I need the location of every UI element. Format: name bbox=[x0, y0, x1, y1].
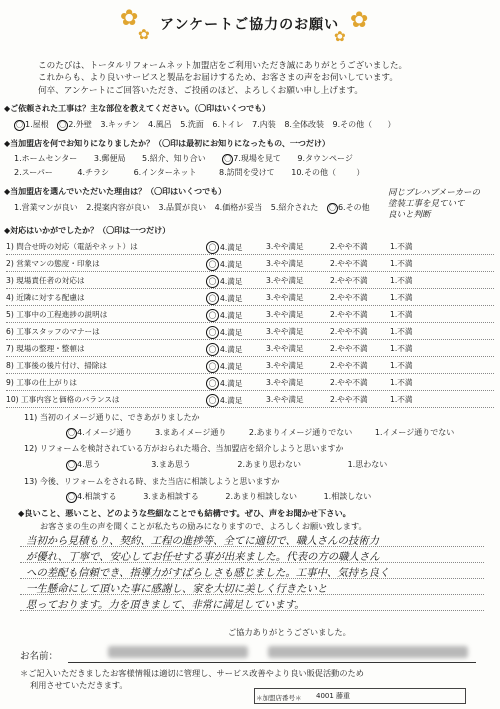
comments-textarea[interactable] bbox=[20, 532, 484, 622]
intro-text: このたびは、トータルリフォームネット加盟店をご利用いただき誠にありがとうございました。 これからも、より良いサービスと製品をお届けするため、お客さまの声をお伺いしています。 何卒、アンケートにご回答いただき、ご投函のほど、よろしくお願い申し上げます。 bbox=[38, 61, 408, 96]
thanks-text: ご協力ありがとうございました。 bbox=[228, 627, 351, 637]
q12-option[interactable]: 〇 4.思う bbox=[68, 460, 101, 469]
store-code-label: ＊加盟店番号＊ bbox=[256, 694, 302, 702]
satisfaction-row bbox=[6, 340, 494, 357]
satisfaction-choice[interactable]: 〇 4.満足 bbox=[206, 360, 242, 373]
satisfaction-choice[interactable]: 2.やや不満 bbox=[330, 344, 368, 353]
satisfaction-choice[interactable]: 2.やや不満 bbox=[330, 361, 368, 370]
selected-mark-icon: 〇 bbox=[206, 394, 219, 407]
privacy-note: ＊ご記入いただきましたお客様情報は適切に管理し、サービス改善やより良い販促活動のため bbox=[20, 668, 364, 678]
selected-mark-icon: 〇 bbox=[206, 275, 219, 288]
q11-option[interactable]: 2.あまりイメージ通りでない bbox=[248, 428, 353, 437]
satisfaction-choice[interactable]: 2.やや不満 bbox=[330, 259, 368, 268]
satisfaction-row bbox=[6, 272, 494, 289]
satisfaction-choice[interactable]: 3.やや満足 bbox=[266, 395, 304, 404]
selected-mark-icon: 〇 bbox=[206, 360, 219, 373]
q2-option[interactable]: 2.スーパー bbox=[14, 168, 53, 177]
q13-options bbox=[66, 491, 377, 503]
satisfaction-row bbox=[6, 357, 494, 374]
q2-heading: ◆当加盟店を何でお知りになりましたか？（〇印は最初にお知りになったもの、一つだけ） bbox=[4, 139, 330, 148]
satisfaction-choice[interactable]: 3.やや満足 bbox=[266, 361, 304, 370]
satisfaction-choice[interactable]: 〇 4.満足 bbox=[206, 292, 242, 305]
clover-icon: ✿ bbox=[334, 29, 346, 45]
satisfaction-row bbox=[6, 306, 494, 323]
satisfaction-choice[interactable]: 3.やや満足 bbox=[266, 344, 304, 353]
q2-option[interactable]: 9.タウンページ bbox=[297, 154, 353, 163]
q3-heading: ◆当加盟店を選んでいただいた理由は？（〇印はいくつでも） bbox=[4, 187, 227, 196]
q1-option-full[interactable]: 8.全体改装 bbox=[284, 120, 324, 129]
q2-options-row1 bbox=[14, 153, 359, 165]
q13-option[interactable]: 〇 4.相談する bbox=[68, 492, 117, 501]
satisfaction-row-label: 6) 工事スタッフのマナーは bbox=[6, 327, 100, 336]
q1-option-kitchen[interactable]: 3.キッチン bbox=[100, 120, 140, 129]
q12-option[interactable]: 2.あまり思わない bbox=[237, 460, 302, 469]
selected-mark-icon: 〇 bbox=[206, 241, 219, 254]
satisfaction-choice[interactable]: 1.不満 bbox=[390, 378, 413, 387]
q12-options bbox=[66, 459, 393, 471]
name-label: お名前： bbox=[20, 651, 59, 662]
q1-option-other[interactable]: 9.その他（ ） bbox=[332, 120, 396, 129]
satisfaction-row bbox=[6, 289, 494, 306]
q1-option-washroom[interactable]: 5.洗面 bbox=[180, 120, 204, 129]
satisfaction-choice[interactable]: 2.やや不満 bbox=[330, 395, 368, 404]
q1-heading: ◆ご依頼された工事は？主な部位を教えてください。（〇印はいくつでも） bbox=[4, 104, 271, 113]
satisfaction-choice[interactable]: 〇 4.満足 bbox=[206, 258, 242, 271]
q1-options bbox=[14, 119, 401, 131]
satisfaction-row-label: 3) 現場責任者の対応は bbox=[6, 276, 85, 285]
q13-option[interactable]: 1.相談しない bbox=[323, 492, 372, 501]
q2-options-row2 bbox=[14, 167, 370, 178]
q2-option[interactable]: 1.ホームセンター bbox=[14, 154, 78, 163]
satisfaction-choice[interactable]: 1.不満 bbox=[390, 344, 413, 353]
satisfaction-choice[interactable]: 3.やや満足 bbox=[266, 310, 304, 319]
q13-option[interactable]: 3.まあ相談する bbox=[143, 492, 199, 501]
selected-mark-icon: 〇 bbox=[206, 292, 219, 305]
satisfaction-choice[interactable]: 〇 4.満足 bbox=[206, 275, 242, 288]
satisfaction-choice[interactable]: 〇 4.満足 bbox=[206, 343, 242, 356]
clover-icon: ✿ bbox=[120, 6, 139, 31]
q13-heading: 13) 今後、リフォームをされる時、また当店に相談しようと思いますか bbox=[24, 477, 280, 486]
satisfaction-choice[interactable]: 3.やや満足 bbox=[266, 293, 304, 302]
q12-option[interactable]: 1.思わない bbox=[347, 460, 388, 469]
q3-option[interactable]: 3.品質が良い bbox=[158, 203, 207, 212]
q13-option[interactable]: 2.あまり相談しない bbox=[225, 492, 298, 501]
satisfaction-row-label: 7) 現場の整理・整頓は bbox=[6, 344, 85, 353]
q2-option[interactable]: 〇 7.現場を見て bbox=[224, 154, 281, 163]
comments-heading: ◆良いこと、悪いこと、どのような些細なことでも結構です。ぜひ、声をお聞かせ下さい。 bbox=[18, 508, 351, 518]
page-title: アンケートご協力のお願い bbox=[160, 17, 340, 33]
satisfaction-row bbox=[6, 238, 494, 255]
satisfaction-row-label: 10) 工事内容と価格のバランスは bbox=[6, 395, 120, 404]
q3-options bbox=[14, 202, 376, 214]
satisfaction-choice[interactable]: 1.不満 bbox=[390, 361, 413, 370]
satisfaction-choice[interactable]: 1.不満 bbox=[390, 242, 413, 251]
q2-option[interactable]: 6.インターネット bbox=[133, 168, 197, 177]
satisfaction-choice[interactable]: 3.やや満足 bbox=[266, 259, 304, 268]
satisfaction-choice[interactable]: 2.やや不満 bbox=[330, 310, 368, 319]
q1-option-toilet[interactable]: 6.トイレ bbox=[212, 120, 244, 129]
satisfaction-choice[interactable]: 〇 4.満足 bbox=[206, 394, 242, 407]
satisfaction-choice[interactable]: 〇 4.満足 bbox=[206, 241, 242, 254]
q1-option-bath[interactable]: 4.風呂 bbox=[148, 120, 172, 129]
comments-handwritten: 当初から見積もり、契約、工程の進捗等、全てに適切で、職人さんの技術力 が優れ、丁寧で、安心してお任せする事が出来ました。代表の方の職人さん への差配も信頼でき、指導力がすばらしさも感じました。工事中、気持ち良く 一生懸命にして頂いた事に感謝し、家を大切に美しく行きたいと 思っております。力を頂きまして、非常に満足しています。 bbox=[26, 535, 390, 611]
satisfaction-row bbox=[6, 255, 494, 272]
q3-option[interactable]: 2.提案内容が良い bbox=[86, 203, 150, 212]
header bbox=[0, 0, 500, 56]
satisfaction-choice[interactable]: 3.やや満足 bbox=[266, 378, 304, 387]
q3-option[interactable]: 5.紹介された bbox=[270, 203, 319, 212]
selected-mark-icon: 〇 bbox=[206, 343, 219, 356]
row-divider bbox=[6, 407, 494, 408]
satisfaction-choice[interactable]: 〇 4.満足 bbox=[206, 377, 242, 390]
satisfaction-row bbox=[6, 374, 494, 391]
q11-option[interactable]: 3.まあイメージ通り bbox=[154, 428, 227, 437]
q12-option[interactable]: 3.まあ思う bbox=[151, 460, 191, 469]
q2-option[interactable]: 8.訪問を受けて bbox=[219, 168, 275, 177]
satisfaction-choice[interactable]: 3.やや満足 bbox=[266, 242, 304, 251]
satisfaction-row bbox=[6, 323, 494, 340]
name-field[interactable] bbox=[68, 642, 476, 663]
satisfaction-choice[interactable]: 2.やや不満 bbox=[330, 293, 368, 302]
clover-icon: ✿ bbox=[350, 8, 369, 33]
q12-heading: 12) リフォームを検討されている方がおられた場合、当加盟店を紹介しようと思いますか bbox=[24, 444, 344, 453]
redacted-name bbox=[108, 646, 248, 658]
satisfaction-choice[interactable]: 3.やや満足 bbox=[266, 327, 304, 336]
satisfaction-choice[interactable]: 1.不満 bbox=[390, 276, 413, 285]
q11-heading: 11) 当初のイメージ通りに、できあがりましたか bbox=[24, 413, 200, 422]
satisfaction-choice[interactable]: 2.やや不満 bbox=[330, 242, 368, 251]
selected-mark-icon: 〇 bbox=[206, 377, 219, 390]
satisfaction-choice[interactable]: 2.やや不満 bbox=[330, 276, 368, 285]
q11-option[interactable]: 〇 4.イメージ通り bbox=[68, 428, 133, 437]
q1-option-roof[interactable]: 〇 1.屋根 bbox=[16, 120, 49, 129]
q2-option[interactable]: 5.紹介、知り合い bbox=[142, 154, 206, 163]
q2-option[interactable]: 10.その他（ ） bbox=[291, 168, 365, 177]
satisfaction-choice[interactable]: 2.やや不満 bbox=[330, 378, 368, 387]
store-code-value: 4001 藤重 bbox=[316, 692, 351, 700]
satisfaction-row bbox=[6, 391, 494, 408]
satisfaction-row-label: 5) 工事中の工程進捗の説明は bbox=[6, 310, 108, 319]
satisfaction-choice[interactable]: 〇 4.満足 bbox=[206, 309, 242, 322]
satisfaction-choice[interactable]: 〇 4.満足 bbox=[206, 326, 242, 339]
q3-handwritten-note: 同じプレハブメーカーの 塗装工事を見ていて 良いと判断 bbox=[388, 188, 481, 220]
satisfaction-row-label: 2) 営業マンの態度・印象は bbox=[6, 259, 100, 268]
q3-option[interactable]: 1.営業マンが良い bbox=[14, 203, 78, 212]
q1-option-exterior[interactable]: 〇 2.外壁 bbox=[59, 120, 92, 129]
satisfaction-choice[interactable]: 3.やや満足 bbox=[266, 276, 304, 285]
q4-heading: ◆対応はいかがでしたか？（〇印は一つだけ） bbox=[4, 226, 171, 235]
q3-option-other[interactable]: 〇 6.その他 bbox=[328, 203, 370, 212]
satisfaction-choice[interactable]: 1.不満 bbox=[390, 259, 413, 268]
clover-icon: ✿ bbox=[138, 27, 150, 43]
q11-options bbox=[66, 427, 460, 439]
q2-option[interactable]: 3.郵便局 bbox=[93, 154, 126, 163]
q1-option-interior[interactable]: 7.内装 bbox=[252, 120, 276, 129]
comments-subheading: お客さまの生の声を聞くことが私たちの励みになりますので、よろしくお願い致します。 bbox=[40, 521, 367, 531]
satisfaction-row-label: 8) 工事後の後片付け、掃除は bbox=[6, 361, 108, 370]
satisfaction-choice[interactable]: 2.やや不満 bbox=[330, 327, 368, 336]
satisfaction-row-label: 4) 近隣に対する配慮は bbox=[6, 293, 85, 302]
satisfaction-choice[interactable]: 1.不満 bbox=[390, 395, 413, 404]
selected-mark-icon: 〇 bbox=[206, 326, 219, 339]
selected-mark-icon: 〇 bbox=[206, 258, 219, 271]
selected-mark-icon: 〇 bbox=[206, 309, 219, 322]
q3-option[interactable]: 4.価格が妥当 bbox=[214, 203, 263, 212]
privacy-note-cont: 利用させていただきます。 bbox=[30, 680, 128, 690]
satisfaction-row-label: 9) 工事の仕上がりは bbox=[6, 378, 77, 387]
satisfaction-row-label: 1) 問合せ時の対応（電話やネット）は bbox=[6, 242, 138, 251]
redacted-name bbox=[268, 646, 468, 658]
q11-option[interactable]: 1.イメージ通りでない bbox=[374, 428, 455, 437]
q2-option[interactable]: 4.チラシ bbox=[77, 168, 110, 177]
satisfaction-choice[interactable]: 1.不満 bbox=[390, 293, 413, 302]
satisfaction-choice[interactable]: 1.不満 bbox=[390, 327, 413, 336]
satisfaction-choice[interactable]: 1.不満 bbox=[390, 310, 413, 319]
